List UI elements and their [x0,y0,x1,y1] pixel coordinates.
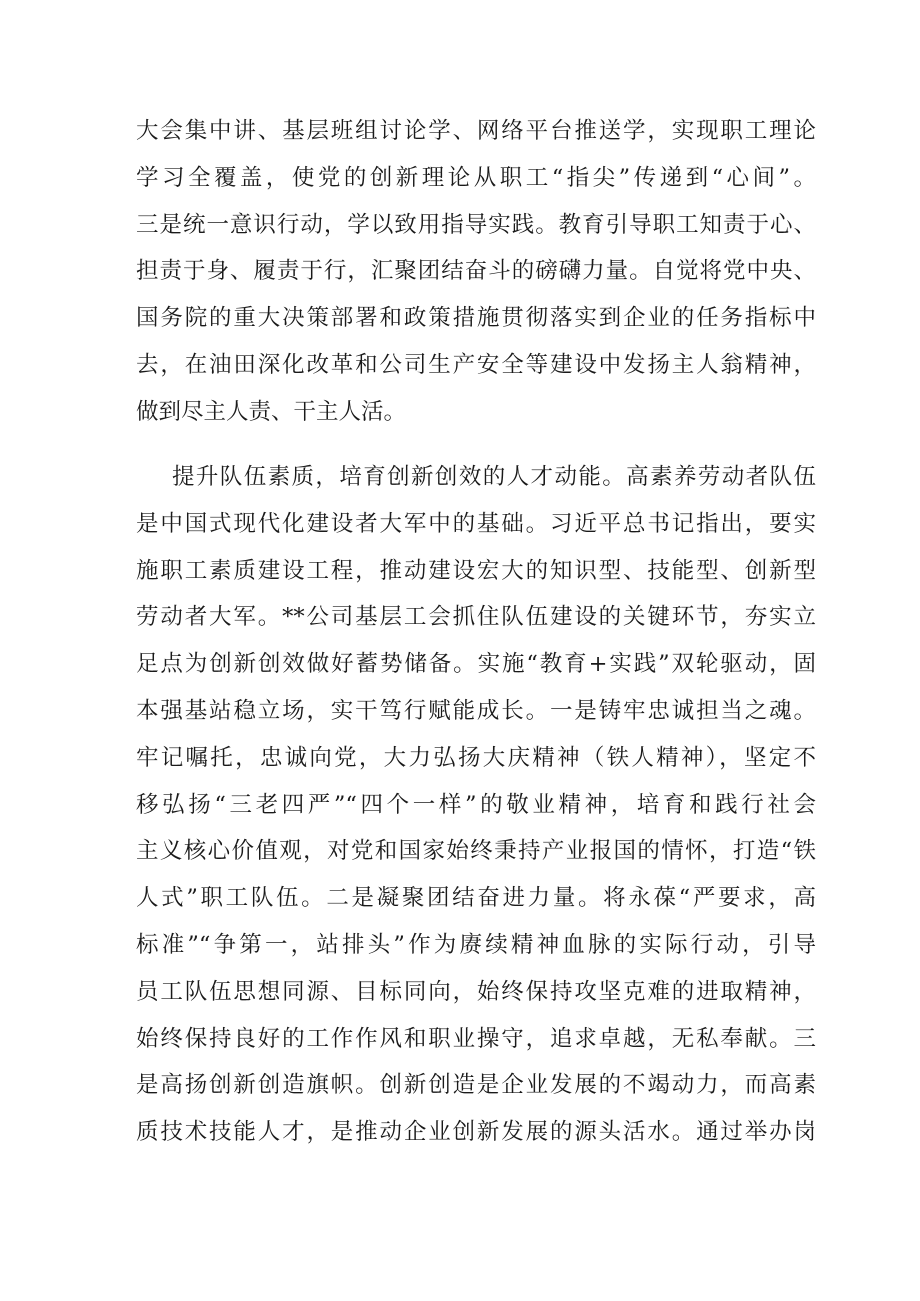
text-line: 人式”职工队伍。二是凝聚团结奋进力量。将永葆“严要求，高 [136,885,816,912]
text-line: 是高扬创新创造旗帜。创新创造是企业发展的不竭动力，而高素 [136,1072,816,1099]
text-line: 员工队伍思想同源、目标同向，始终保持攻坚克难的进取精神， [136,978,816,1005]
text-line: 标准”“争第一，站排头”作为赓续精神血脉的实际行动，引导 [136,931,816,958]
text-line: 去，在油田深化改革和公司生产安全等建设中发扬主人翁精神， [136,351,816,378]
text-line: 牢记嘱托，忠诚向党，大力弘扬大庆精神（铁人精神），坚定不 [136,744,816,771]
paragraph-1 [136,108,816,436]
text-line: 国务院的重大决策部署和政策措施贯彻落实到企业的任务指标中 [136,305,816,332]
paragraph-2 [136,454,816,1156]
text-line-last: 做到尽主人责、干主人活。 [136,398,407,425]
text-line: 主义核心价值观，对党和国家始终秉持产业报国的情怀，打造“铁 [136,838,816,865]
text-line: 本强基站稳立场，实干笃行赋能成长。一是铸牢忠诚担当之魂。 [136,697,816,724]
text-line: 学习全覆盖，使党的创新理论从职工“指尖”传递到“心间”。 [136,164,816,191]
text-line: 大会集中讲、基层班组讨论学、网络平台推送学，实现职工理论 [136,118,816,144]
text-line: 三是统一意识行动，学以致用指导实践。教育引导职工知责于心、 [136,211,816,238]
text-line: 始终保持良好的工作作风和职业操守，追求卓越，无私奉献。三 [136,1025,816,1052]
text-line: 移弘扬“三老四严”“四个一样”的敬业精神，培育和践行社会 [136,791,816,818]
text-line: 施职工素质建设工程，推动建设宏大的知识型、技能型、创新型 [136,557,816,584]
text-line: 质技术技能人才，是推动企业创新发展的源头活水。通过举办岗 [136,1119,816,1146]
text-line: 担责于身、履责于行，汇聚团结奋斗的磅礴力量。自觉将党中央、 [136,258,816,285]
text-line: 是中国式现代化建设者大军中的基础。习近平总书记指出，要实 [136,510,816,537]
text-line: 足点为创新创效做好蓄势储备。实施“教育+实践”双轮驱动，固 [136,651,816,678]
text-line-first: 提升队伍素质，培育创新创效的人才动能。高素养劳动者队伍 [172,464,816,490]
text-line: 劳动者大军。**公司基层工会抓住队伍建设的关键环节，夯实立 [136,604,816,631]
